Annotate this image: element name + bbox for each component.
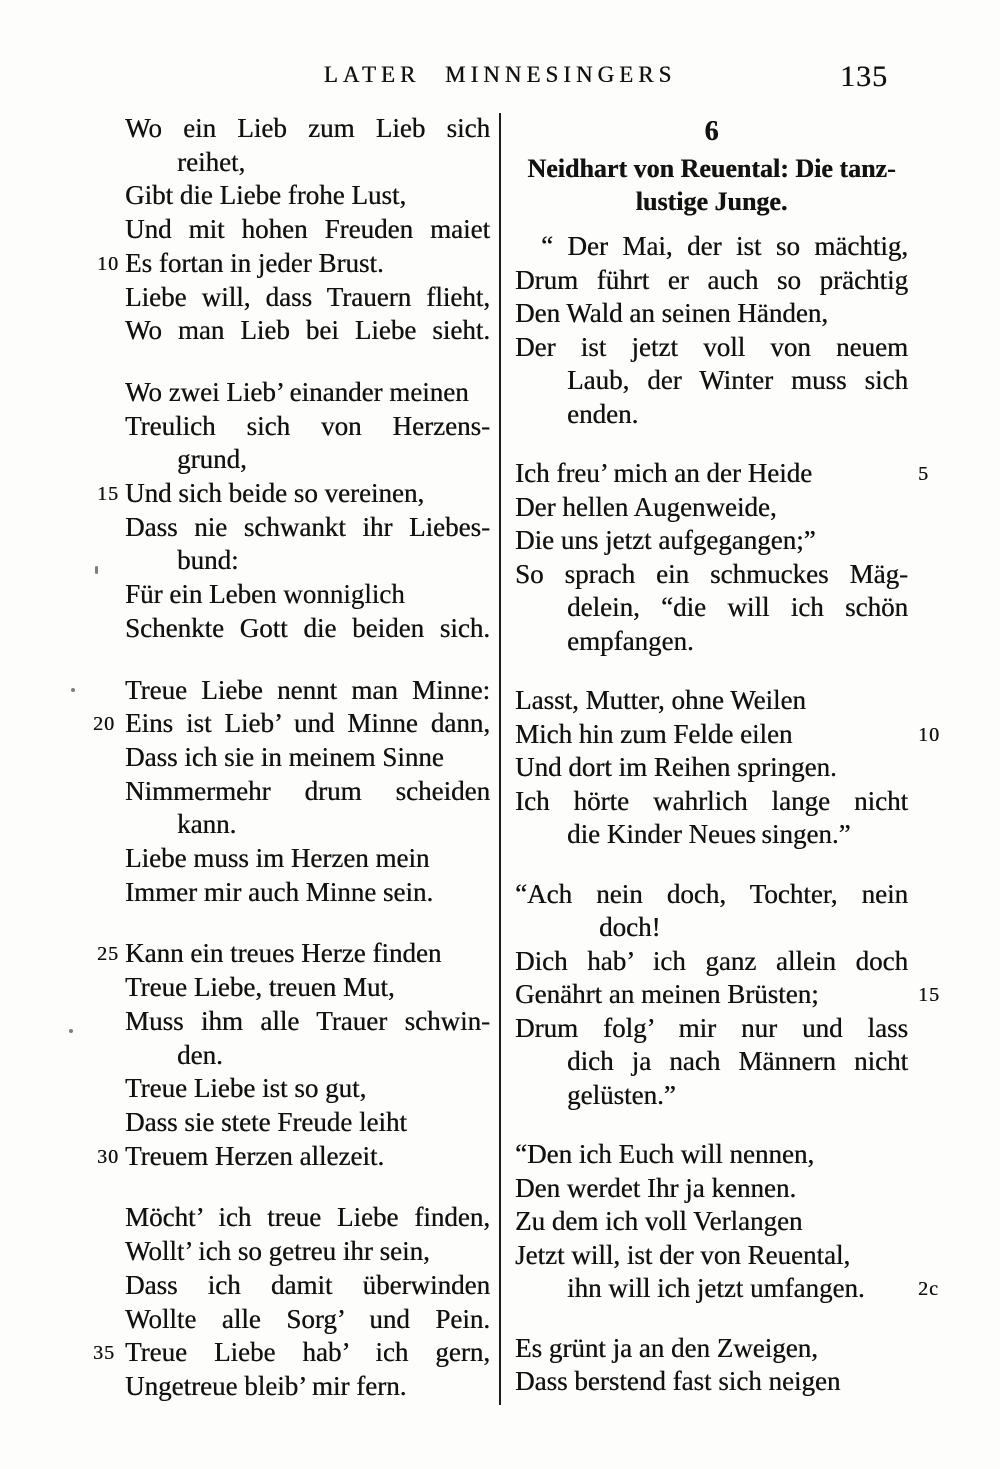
line-number: 10 — [97, 252, 119, 275]
poem-line-text: Treue Liebe hab’ ich gern, — [125, 1337, 490, 1368]
poem-line — [515, 1138, 908, 1172]
scan-speck — [95, 566, 98, 574]
poem-line-text: Es fortan in jeder Brust. — [125, 247, 384, 278]
poem-line-text: Treue Liebe ist so gut, — [125, 1073, 367, 1104]
poem-line-text: Eins ist Lieb’ und Minne dann, — [125, 708, 490, 739]
poem-line-text: Wollte alle Sorg’ und Pein. — [125, 1303, 490, 1334]
poem-line-text: doch! — [599, 912, 661, 942]
poem-line-text: Liebe will, dass Trauern flieht, — [125, 281, 490, 312]
poem-line-text: Zu dem ich voll Verlangen — [515, 1206, 803, 1236]
poem-line — [125, 1072, 490, 1106]
scan-speck — [69, 1029, 73, 1033]
poem-line — [515, 1272, 939, 1306]
poem-line — [93, 707, 490, 741]
poem-line-text: So sprach ein schmuckes Mäg- — [515, 558, 908, 589]
poem-line — [515, 558, 908, 592]
poem-line-text: Ich freu’ mich an der Heide — [515, 458, 813, 488]
poem-line — [97, 937, 490, 971]
poem-line-text: dich ja nach Männern nicht — [567, 1046, 908, 1076]
poem-line-text: Für ein Leben wonniglich — [125, 579, 405, 610]
poem-line-text: Immer mir auch Minne sein. — [125, 876, 434, 907]
poem-line-text: Ungetreue bleib’ mir fern. — [125, 1370, 407, 1401]
poem-line-text: Drum folg’ mir nur und lass — [515, 1012, 908, 1043]
page-number: 135 — [840, 60, 888, 93]
poem-line — [515, 1332, 908, 1366]
poem-line — [125, 842, 490, 876]
poem-line-text: delein, “die will ich schön — [567, 592, 908, 622]
poem-line — [125, 578, 490, 612]
poem-line — [125, 1269, 490, 1303]
poem-line-text: die Kinder Neues singen.” — [567, 819, 851, 849]
poem-line-text: Dass nie schwankt ihr Liebes- — [125, 511, 490, 542]
line-number: 10 — [918, 723, 940, 746]
poem-line-text: Wo ein Lieb zum Lieb sich — [125, 113, 490, 143]
poem-line-text: “Den ich Euch will nennen, — [515, 1139, 815, 1169]
poem-line-text: Wollt’ ich so getreu ihr sein, — [125, 1236, 430, 1267]
poem-line — [515, 1045, 908, 1079]
line-number: 30 — [97, 1145, 119, 1168]
poem-line-text: gelüsten.” — [567, 1079, 676, 1110]
poem-line — [515, 911, 908, 945]
poem-line — [97, 477, 490, 511]
section-number: 6 — [704, 116, 719, 147]
poem-line-text: Dass ich damit überwinden — [125, 1269, 490, 1300]
poem-line-text: Muss ihm alle Trauer schwin- — [125, 1005, 490, 1036]
poem-line-text: Der ist jetzt voll von neuem — [515, 331, 908, 362]
poem-line — [125, 1201, 490, 1235]
poem-line — [125, 179, 490, 213]
poem-line-text: Kann ein treues Herze finden — [125, 938, 442, 969]
poem-line — [97, 1140, 490, 1174]
poem-line-text: reihet, — [177, 146, 246, 177]
poem-line-text: Wo man Lieb bei Liebe sieht. — [125, 315, 490, 346]
line-number: 15 — [918, 984, 940, 1006]
poem-line-text: Der hellen Augenweide, — [515, 491, 777, 522]
poem-line — [515, 751, 908, 785]
line-number: 25 — [97, 943, 119, 966]
running-head-title: LATER MINNESINGERS — [323, 62, 677, 87]
poem-line — [515, 398, 908, 432]
poem-line — [515, 364, 908, 398]
poem-line — [515, 264, 908, 298]
poem-line-text: kann. — [177, 809, 237, 840]
poem-line-text: Treulich sich von Herzens- — [125, 410, 490, 441]
poem-line — [125, 612, 490, 646]
section-title-line-1: Neidhart von Reuental: Die tanz- — [527, 154, 896, 183]
poem-line-text: Möcht’ ich treue Liebe finden, — [125, 1202, 490, 1233]
line-number: 35 — [93, 1342, 115, 1365]
poem-line — [515, 1172, 908, 1206]
poem-line-text: Und mit hohen Freuden maiet — [125, 214, 490, 245]
line-number: 5 — [918, 463, 929, 485]
poem-line — [125, 376, 490, 410]
poem-line — [515, 718, 940, 752]
right-poem-lines — [515, 230, 940, 1399]
poem-line — [515, 297, 908, 331]
poem-line — [515, 1205, 908, 1239]
poem-line — [515, 684, 908, 718]
scan-speck — [71, 688, 75, 692]
section-title-line-2: lustige Junge. — [635, 187, 788, 216]
poem-line-text: Den werdet Ihr ja kennen. — [515, 1172, 797, 1203]
line-number: 15 — [97, 483, 119, 506]
poem-line-text: Genährt an meinen Brüsten; — [515, 979, 819, 1009]
poem-line-text: Dass ich sie in meinem Sinne — [125, 741, 444, 772]
poem-line-text: ihn will ich jetzt umfangen. — [567, 1273, 865, 1303]
poem-line-text: Nimmermehr drum scheiden — [125, 775, 490, 806]
poem-line — [125, 775, 490, 809]
poem-line — [515, 818, 908, 852]
poem-line-text: Treuem Herzen allezeit. — [125, 1140, 385, 1171]
poem-line — [515, 457, 929, 491]
poem-line-text: Es grünt ja an den Zweigen, — [515, 1332, 818, 1363]
poem-line — [515, 491, 908, 525]
poem-line — [125, 281, 490, 315]
poem-line — [125, 314, 490, 348]
poem-line — [125, 1370, 490, 1404]
poem-line-text: Die uns jetzt aufgegangen;” — [515, 525, 816, 555]
poem-line — [125, 213, 490, 247]
poem-line — [515, 230, 908, 264]
poem-line-text: Laub, der Winter muss sich — [567, 365, 908, 395]
poem-line — [125, 1005, 490, 1039]
poem-line — [515, 978, 940, 1012]
poem-line-text: Dass sie stete Freude leiht — [125, 1106, 407, 1137]
poem-line-text: Gibt die Liebe frohe Lust, — [125, 180, 407, 211]
poem-line — [125, 808, 490, 842]
poem-line — [125, 971, 490, 1005]
poem-line-text: Mich hin zum Felde eilen — [515, 718, 793, 749]
right-poem-column — [515, 112, 940, 1399]
poem-line-text: Jetzt will, ist der von Reuental, — [515, 1239, 851, 1270]
poem-line — [515, 524, 908, 558]
poem-line — [125, 674, 490, 708]
poem-line — [125, 1235, 490, 1269]
poem-line — [125, 112, 490, 146]
poem-line — [515, 785, 908, 819]
poem-line-text: grund, — [177, 444, 247, 475]
poem-line — [125, 443, 490, 477]
poem-line-text: enden. — [567, 398, 639, 429]
poem-line — [515, 1365, 908, 1399]
poem-line — [515, 1079, 908, 1113]
poem-line — [515, 331, 908, 365]
poem-line-text: Drum führt er auch so prächtig — [515, 264, 908, 295]
poem-line-text: Und dort im Reihen springen. — [515, 752, 837, 782]
column-divider-rule — [499, 113, 501, 1405]
poem-line — [125, 1106, 490, 1140]
poem-line — [125, 1039, 490, 1073]
poem-line — [125, 410, 490, 444]
poem-line — [515, 591, 908, 625]
poem-line-text: bund: — [177, 545, 239, 576]
poem-line-text: Dass berstend fast sich neigen — [515, 1366, 841, 1396]
poem-line-text: “ Der Mai, der ist so mächtig, — [541, 231, 908, 261]
poem-line — [515, 625, 908, 659]
poem-line-text: Schenkte Gott die beiden sich. — [125, 612, 490, 643]
poem-line — [125, 876, 490, 910]
poem-line-text: empfangen. — [567, 625, 694, 656]
poem-line-text: Treue Liebe nennt man Minne: — [125, 674, 490, 705]
poem-line-text: Lasst, Mutter, ohne Weilen — [515, 685, 806, 715]
poem-line — [515, 878, 908, 912]
poem-line — [125, 146, 490, 180]
poem-line-text: “Ach nein doch, Tochter, nein — [515, 878, 908, 909]
poem-line — [97, 247, 490, 281]
poem-line — [125, 1303, 490, 1337]
poem-line — [125, 511, 490, 545]
line-number: 20 — [93, 713, 115, 736]
poem-line — [125, 741, 490, 775]
poem-line-text: Dich hab’ ich ganz allein doch — [515, 945, 908, 976]
poem-line — [125, 544, 490, 578]
poem-line-text: Ich hörte wahrlich lange nicht — [515, 785, 908, 816]
poem-line — [515, 945, 908, 979]
poem-line-text: den. — [177, 1039, 223, 1070]
poem-line — [93, 1336, 490, 1370]
poem-line-text: Und sich beide so vereinen, — [125, 478, 425, 509]
poem-line-text: Den Wald an seinen Händen, — [515, 298, 828, 328]
poem-line-text: Liebe muss im Herzen mein — [125, 843, 430, 874]
poem-line-text: Treue Liebe, treuen Mut, — [125, 972, 395, 1003]
poem-line-text: Wo zwei Lieb’ einander meinen — [125, 376, 469, 407]
poem-line — [515, 1239, 908, 1273]
line-number: 2c — [918, 1278, 939, 1300]
left-poem-column — [93, 112, 490, 1404]
poem-line — [515, 1012, 908, 1046]
